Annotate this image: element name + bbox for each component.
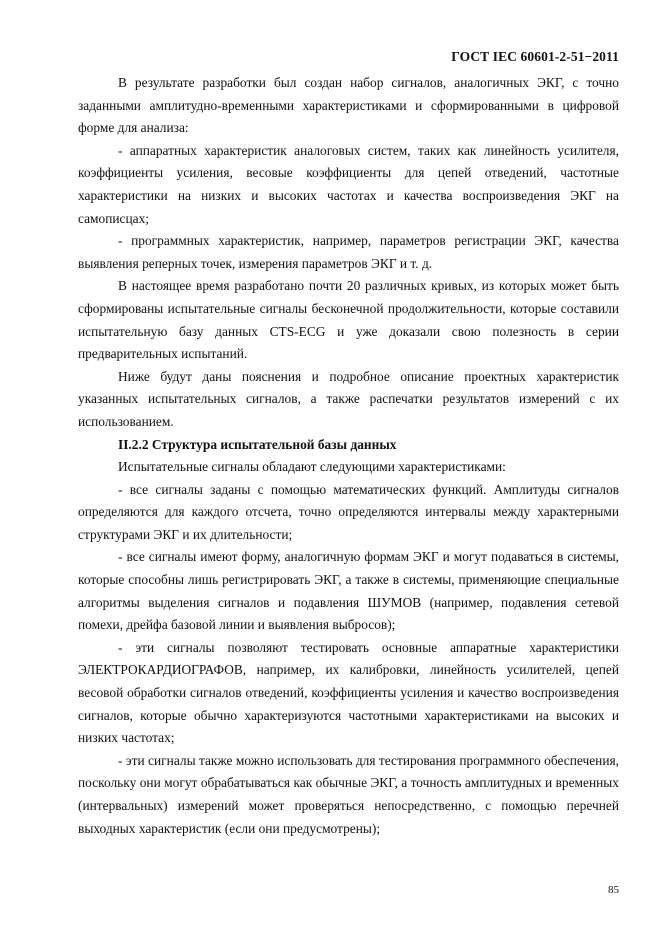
paragraph: Испытательные сигналы обладают следующими характеристиками: bbox=[118, 459, 506, 475]
page-number: 85 bbox=[608, 884, 619, 896]
paragraph: - аппаратных характеристик аналоговых систем, таких как линейность усилителя, коэффициенты усиления, весовые коэффициенты для цепей отведений, частотные характеристики на низких и высоких частотах и качества воспроизведения ЭКГ на самописцах; bbox=[78, 142, 619, 226]
paragraph: - эти сигналы также можно использовать для тестирования программного обеспечения, поскольку они могут обрабатываться как обычные ЭКГ, а точность амплитудных и временных (интервальных) измерений может проверяться непосредственно, с помощью перечней выходных характеристик (если они предусмотрены); bbox=[78, 752, 619, 836]
section-heading: II.2.2 Структура испытательной базы данных bbox=[118, 436, 397, 452]
paragraph: - эти сигналы позволяют тестировать основные аппаратные характеристики ЭЛЕКТРОКАРДИОГРАФОВ, например, их калибровки, линейность усилителей, цепей весовой обработки сигналов отведений, коэффициенты усиления и качество воспроизведения сигналов, которые обычно характеризуются частотными характеристиками на высоких и низких частотах; bbox=[78, 639, 619, 746]
document-body bbox=[78, 72, 619, 840]
paragraph: Ниже будут даны пояснения и подробное описание проектных характеристик указанных испытательных сигналов, а также распечатки результатов измерений с их использованием. bbox=[78, 368, 619, 429]
document-header: ГОСТ IEC 60601-2-51−2011 bbox=[451, 49, 619, 64]
paragraph: - программных характеристик, например, параметров регистрации ЭКГ, качества выявления реперных точек, измерения параметров ЭКГ и т. д. bbox=[78, 233, 619, 271]
paragraph: В результате разработки был создан набор сигналов, аналогичных ЭКГ, с точно заданными амплитудно-временными характеристиками и сформированными в цифровой форме для анализа: bbox=[78, 75, 619, 136]
paragraph: В настоящее время разработано почти 20 различных кривых, из которых может быть сформированы испытательные сигналы бесконечной продолжительности, которые составили испытательную базу данных CTS-ECG и уже доказали свою полезность в серии предварительных испытаний. bbox=[78, 278, 619, 362]
paragraph: - все сигналы заданы с помощью математических функций. Амплитуды сигналов определяются для каждого отсчета, точно определяются интервалы между характерными структурами ЭКГ и их длительности; bbox=[78, 481, 619, 542]
paragraph: - все сигналы имеют форму, аналогичную формам ЭКГ и могут подаваться в системы, которые способны лишь регистрировать ЭКГ, а также в системы, применяющие специальные алгоритмы выделения сигналов и подавления ШУМОВ (например, подавления сетевой помехи, дрейфа базовой линии и выявления выбросов); bbox=[78, 549, 619, 633]
